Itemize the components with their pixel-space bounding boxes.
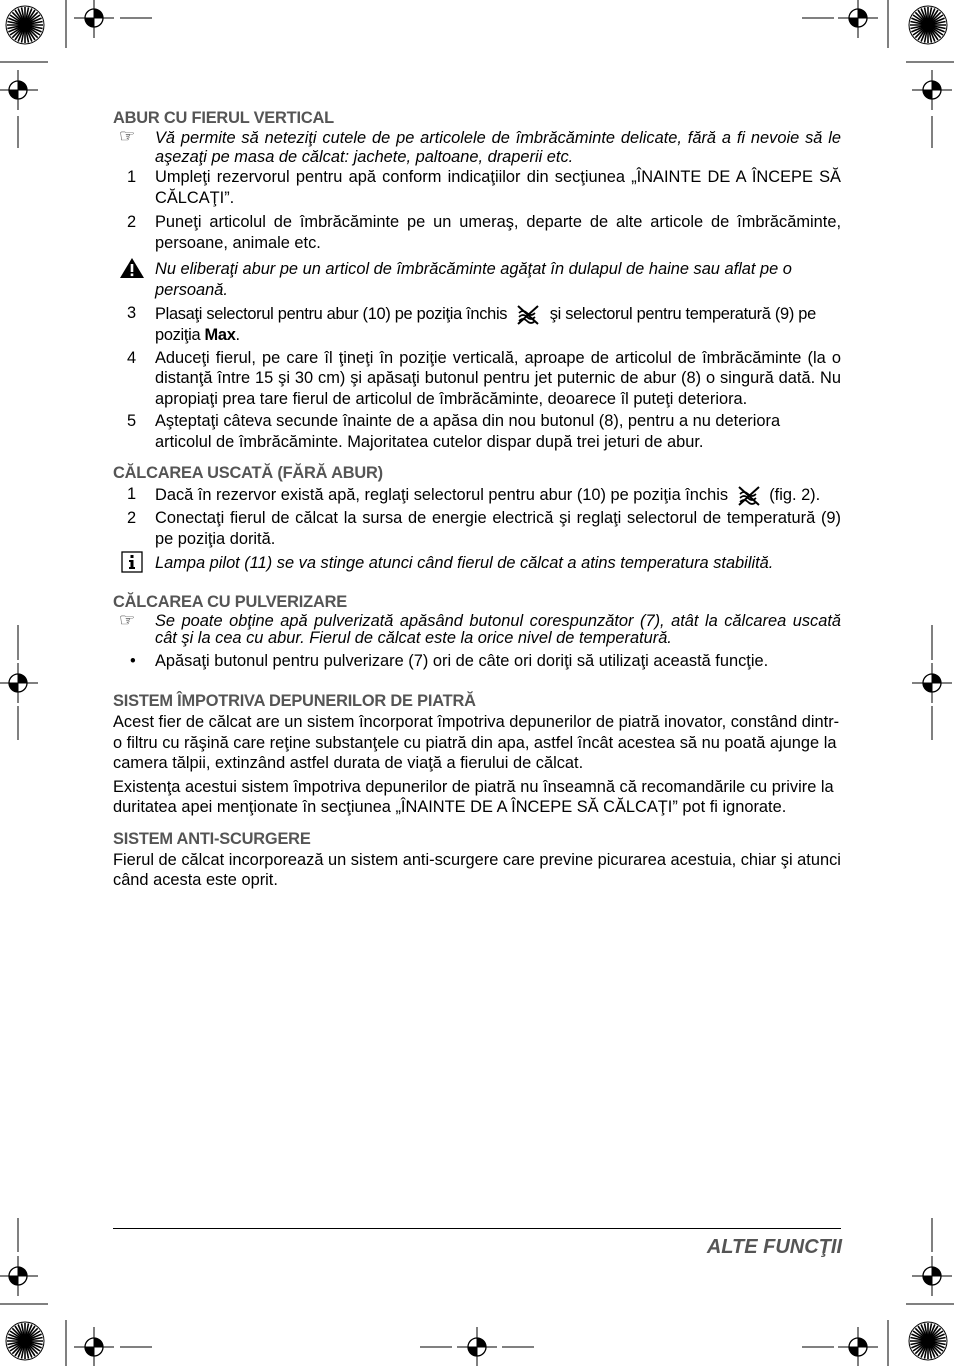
list-item bbox=[113, 167, 841, 208]
warning-triangle-icon bbox=[119, 257, 145, 279]
step-text: Aduceţi fierul, pe care îl ţineţi în poziţie verticală, aproape de articolul de îmbrăcăminte (la o distanţă între 15 şi 30 cm) şi apăsaţi butonul pentru jet puternic de abur (8) o singură dată. Nu apropiaţi prea tare fierul de articolul de îmbrăcăminte, deoarece îl puteţi deteriora. bbox=[155, 348, 841, 408]
step-text: Puneţi articolul de îmbrăcăminte pe un umeraş, departe de alte articole de îmbrăcăminte, persoane, animale etc. bbox=[155, 213, 841, 252]
warning-text: Nu eliberaţi abur pe un articol de îmbrăcăminte agăţat în dulapul de haine sau aflat pe o persoană. bbox=[155, 260, 792, 299]
step-text: Umpleţi rezervorul pentru apă conform indicaţiilor din secţiunea „ÎNAINTE DE A ÎNCEPE SĂ CĂLCAŢI”. bbox=[155, 168, 841, 207]
list-item bbox=[113, 411, 841, 452]
step-number: 3 bbox=[127, 304, 137, 322]
info-icon bbox=[121, 551, 143, 573]
section-title-spray: CĂLCAREA CU PULVERIZARE bbox=[113, 592, 347, 611]
list-item bbox=[113, 484, 841, 506]
section-title-vertical-steam: ABUR CU FIERUL VERTICAL bbox=[113, 109, 334, 127]
page-content bbox=[113, 108, 841, 891]
info-text: Lampa pilot (11) se va stinge atunci când fierul de călcat a atins temperatura stabilită. bbox=[155, 554, 774, 572]
step-number: 1 bbox=[127, 485, 137, 503]
list-item bbox=[113, 651, 841, 672]
paragraph: Existenţa acestui sistem împotriva depunerilor de piatră nu înseamnă că recomandările cu privire la duritatea apei menţionate în secţiunea „ÎNAINTE DE A ÎNCEPE SĂ CĂLCAŢI” pot fi ignorate. bbox=[113, 777, 834, 816]
step-number: 2 bbox=[127, 509, 137, 527]
pointing-hand-icon: ☞ bbox=[119, 126, 136, 146]
steam-off-icon bbox=[515, 303, 541, 325]
step-number: 4 bbox=[127, 348, 137, 367]
steam-off-icon bbox=[736, 484, 762, 506]
warning-row bbox=[113, 259, 841, 301]
step-number: 1 bbox=[127, 168, 137, 186]
list-item bbox=[113, 348, 841, 410]
list-item bbox=[113, 303, 841, 346]
step-number: 2 bbox=[127, 213, 137, 231]
section-title-dry-ironing: CĂLCAREA USCATĂ (FĂRĂ ABUR) bbox=[113, 464, 383, 482]
section-title-anti-calc: SISTEM ÎMPOTRIVA DEPUNERILOR DE PIATRĂ bbox=[113, 692, 476, 710]
note-text: Vă permite să neteziţi cutele de pe articolele de îmbrăcăminte delicate, fără a fi nevoie să le aşezaţi pe masa de călcat: jachete, paltoane, draperii etc. bbox=[155, 129, 841, 166]
paragraph: Fierul de călcat incorporează un sistem anti-scurgere care previne picurarea acestuia, chiar şi atunci când acesta este oprit. bbox=[113, 850, 841, 889]
paragraph: Acest fier de călcat are un sistem încorporat împotriva depunerilor de piatră inovator, constând dintr-o filtru cu răşină care reţine substanţele cu piatră din apa, astfel încât acestea să nu poată ajunge la camera tălpii, extinzând astfel durata de viaţă a fierului de călcat. bbox=[113, 713, 840, 772]
step-text: Conectaţi fierul de călcat la sursa de energie electrică şi reglaţi selectorul de temperatură (9) pe poziţia dorită. bbox=[155, 509, 841, 548]
pointing-hand-icon: ☞ bbox=[119, 609, 136, 630]
info-row bbox=[113, 553, 841, 581]
section-title-anti-drip: SISTEM ANTI-SCURGERE bbox=[113, 829, 311, 848]
bullet: • bbox=[130, 651, 136, 670]
step-text: Aşteptaţi câteva secunde înainte de a apăsa din nou butonul (8), pentru a nu deteriora articolul de îmbrăcăminte. Majoritatea cutelor dispar după trei jeturi de abur. bbox=[155, 412, 781, 451]
note-text: Se poate obţine apă pulverizată apăsând butonul corespunzător (7), atât la călcarea uscată cât şi la cea cu abur. Fierul de călcat este la orice nivel de temperatură. bbox=[155, 611, 841, 647]
step-number: 5 bbox=[127, 412, 137, 430]
note-row bbox=[113, 126, 841, 167]
list-item bbox=[113, 508, 841, 549]
step-text: Dacă în rezervor există apă, reglaţi selectorul pentru abur (10) pe poziţia închis (fig. 2). bbox=[155, 486, 821, 504]
footer-title: ALTE FUNCŢII bbox=[706, 1236, 842, 1258]
footer-divider bbox=[113, 1228, 841, 1229]
note-row bbox=[113, 609, 841, 647]
bullet-text: Apăsaţi butonul pentru pulverizare (7) ori de câte ori doriţi să utilizaţi această funcţie. bbox=[155, 651, 769, 670]
list-item bbox=[113, 212, 841, 253]
step-text: Plasaţi selectorul pentru abur (10) pe poziţia închis şi selectorul pentru temperatură (9) pe poziţia Max. bbox=[155, 305, 816, 344]
